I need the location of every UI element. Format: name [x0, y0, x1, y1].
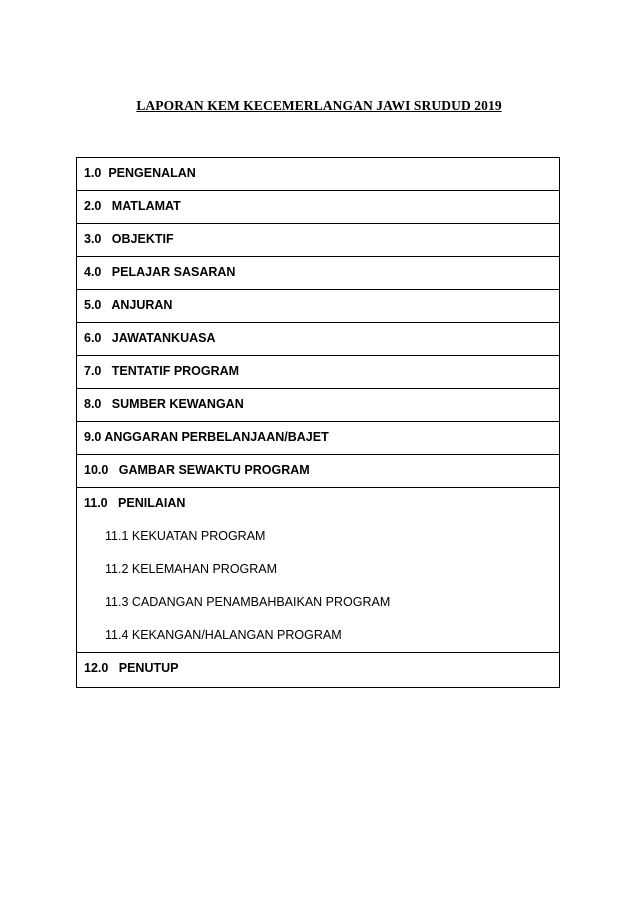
section-label: 7.0 TENTATIF PROGRAM	[84, 364, 240, 378]
section-label: 12.0 PENUTUP	[84, 661, 179, 675]
document-title: LAPORAN KEM KECEMERLANGAN JAWI SRUDUD 2019	[136, 98, 502, 113]
toc-row	[77, 158, 560, 191]
section-pengenalan	[77, 158, 560, 191]
toc-row	[77, 389, 560, 422]
section-label: 9.0 ANGGARAN PERBELANJAAN/BAJET	[84, 430, 329, 444]
table-of-contents	[76, 157, 560, 688]
section-penilaian	[77, 488, 560, 653]
toc-row	[77, 422, 560, 455]
toc-row	[77, 653, 560, 688]
section-label: 8.0 SUMBER KEWANGAN	[84, 397, 244, 411]
toc-row	[77, 488, 560, 653]
toc-row	[77, 224, 560, 257]
toc-row	[77, 455, 560, 488]
subsection-kekuatan: 11.1 KEKUATAN PROGRAM	[105, 529, 266, 543]
section-sumber-kewangan	[77, 389, 560, 422]
section-penutup	[77, 653, 560, 688]
subsection-kekangan: 11.4 KEKANGAN/HALANGAN PROGRAM	[105, 628, 342, 642]
section-objektif	[77, 224, 560, 257]
section-label: 4.0 PELAJAR SASARAN	[84, 265, 236, 279]
toc-row	[77, 290, 560, 323]
section-label: 2.0 MATLAMAT	[84, 199, 181, 213]
section-label: 10.0 GAMBAR SEWAKTU PROGRAM	[84, 463, 310, 477]
section-anjuran	[77, 290, 560, 323]
section-label: 3.0 OBJEKTIF	[84, 232, 174, 246]
section-matlamat	[77, 191, 560, 224]
section-label: 5.0 ANJURAN	[84, 298, 173, 312]
section-anggaran-perbelanjaan	[77, 422, 560, 455]
toc-row	[77, 191, 560, 224]
section-pelajar-sasaran	[77, 257, 560, 290]
subsection-cadangan: 11.3 CADANGAN PENAMBAHBAIKAN PROGRAM	[105, 595, 391, 609]
toc-row	[77, 356, 560, 389]
section-label: 11.0 PENILAIAN	[84, 496, 186, 510]
subsection-kelemahan: 11.2 KELEMAHAN PROGRAM	[105, 562, 278, 576]
section-gambar-sewaktu-program	[77, 455, 560, 488]
section-label: 6.0 JAWATANKUASA	[84, 331, 216, 345]
toc-row	[77, 323, 560, 356]
toc-row	[77, 257, 560, 290]
section-label: 1.0 PENGENALAN	[84, 166, 196, 180]
section-tentatif-program	[77, 356, 560, 389]
section-jawatankuasa	[77, 323, 560, 356]
